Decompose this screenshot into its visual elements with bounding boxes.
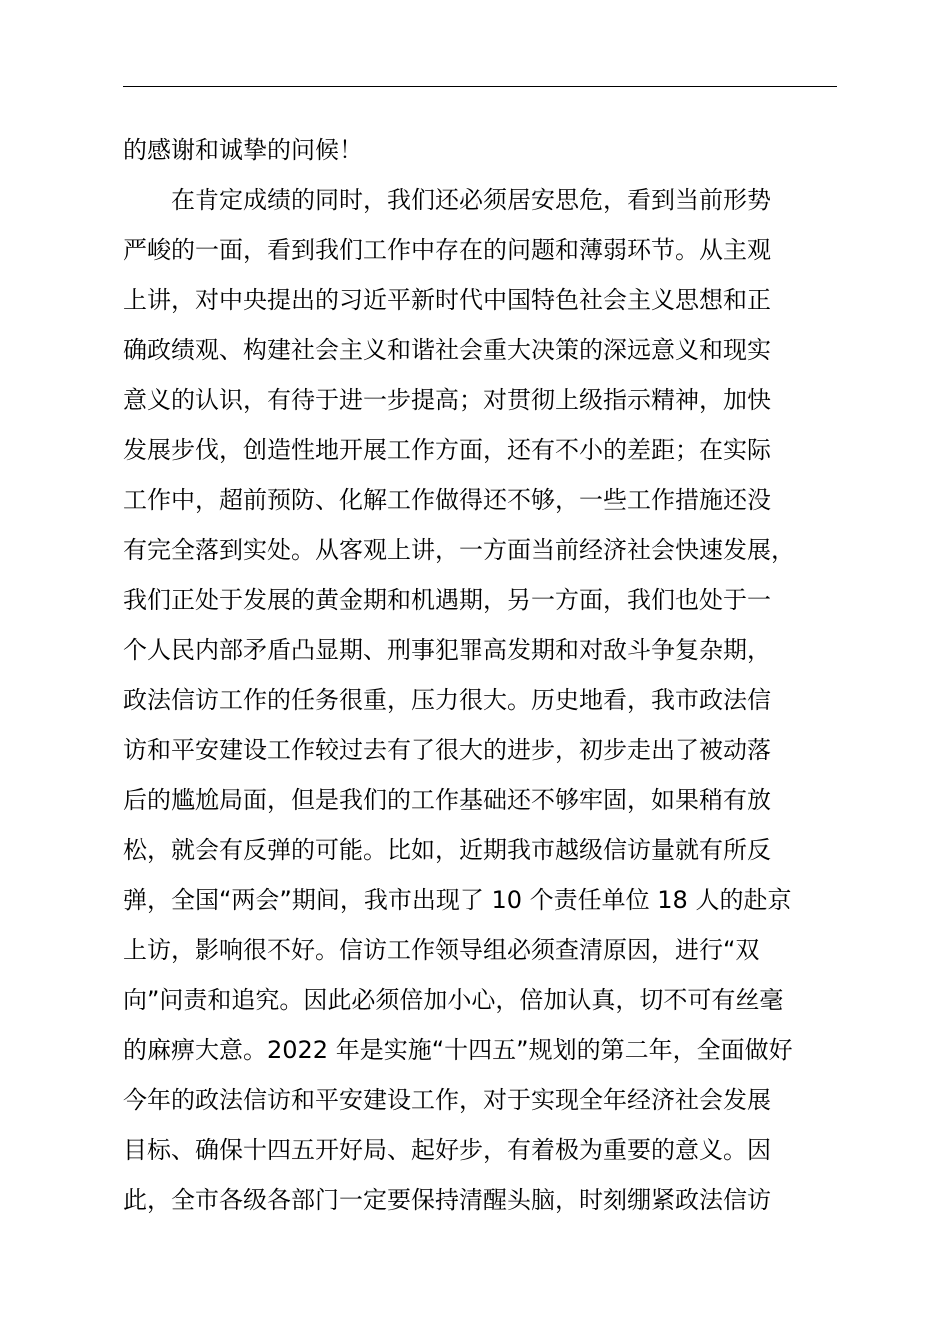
text-line: 今年的政法信访和平安建设工作，对于实现全年经济社会发展 — [123, 1086, 771, 1114]
text-line: 上讲，对中央提出的习近平新时代中国特色社会主义思想和正 — [123, 286, 771, 314]
text-line: 此，全市各级各部门一定要保持清醒头脑，时刻绷紧政法信访 — [123, 1186, 771, 1214]
text-line: 意义的认识，有待于进一步提高；对贯彻上级指示精神，加快 — [123, 386, 771, 414]
text-line: 有完全落到实处。从客观上讲，一方面当前经济社会快速发展， — [123, 536, 795, 564]
text-line: 弹，全国“两会”期间，我市出现了 10 个责任单位 18 人的赴京 — [123, 886, 792, 914]
text-line: 发展步伐，创造性地开展工作方面，还有不小的差距；在实际 — [123, 436, 771, 464]
text-line: 后的尴尬局面，但是我们的工作基础还不够牢固，如果稍有放 — [123, 786, 771, 814]
header-rule — [123, 86, 837, 87]
text-line: 上访，影响很不好。信访工作领导组必须查清原因，进行“双 — [123, 936, 760, 964]
text-line: 个人民内部矛盾凸显期、刑事犯罪高发期和对敌斗争复杂期， — [123, 636, 771, 664]
text-line: 严峻的一面，看到我们工作中存在的问题和薄弱环节。从主观 — [123, 236, 771, 264]
text-line: 的感谢和诚挚的问候！ — [123, 136, 363, 164]
text-line: 政法信访工作的任务很重，压力很大。历史地看，我市政法信 — [123, 686, 771, 714]
text-line: 向”问责和追究。因此必须倍加小心，倍加认真，切不可有丝毫 — [123, 986, 784, 1014]
text-line: 工作中，超前预防、化解工作做得还不够，一些工作措施还没 — [123, 486, 771, 514]
document-body — [123, 125, 863, 1225]
text-line: 松，就会有反弹的可能。比如，近期我市越级信访量就有所反 — [123, 836, 771, 864]
paragraph-first-line: 在肯定成绩的同时，我们还必须居安思危，看到当前形势 — [171, 186, 771, 214]
text-line: 目标、确保十四五开好局、起好步，有着极为重要的意义。因 — [123, 1136, 771, 1164]
text-line: 确政绩观、构建社会主义和谐社会重大决策的深远意义和现实 — [123, 336, 771, 364]
text-line: 的麻痹大意。2022 年是实施“十四五”规划的第二年，全面做好 — [123, 1036, 793, 1064]
text-line: 访和平安建设工作较过去有了很大的进步，初步走出了被动落 — [123, 736, 771, 764]
text-line: 我们正处于发展的黄金期和机遇期，另一方面，我们也处于一 — [123, 586, 771, 614]
